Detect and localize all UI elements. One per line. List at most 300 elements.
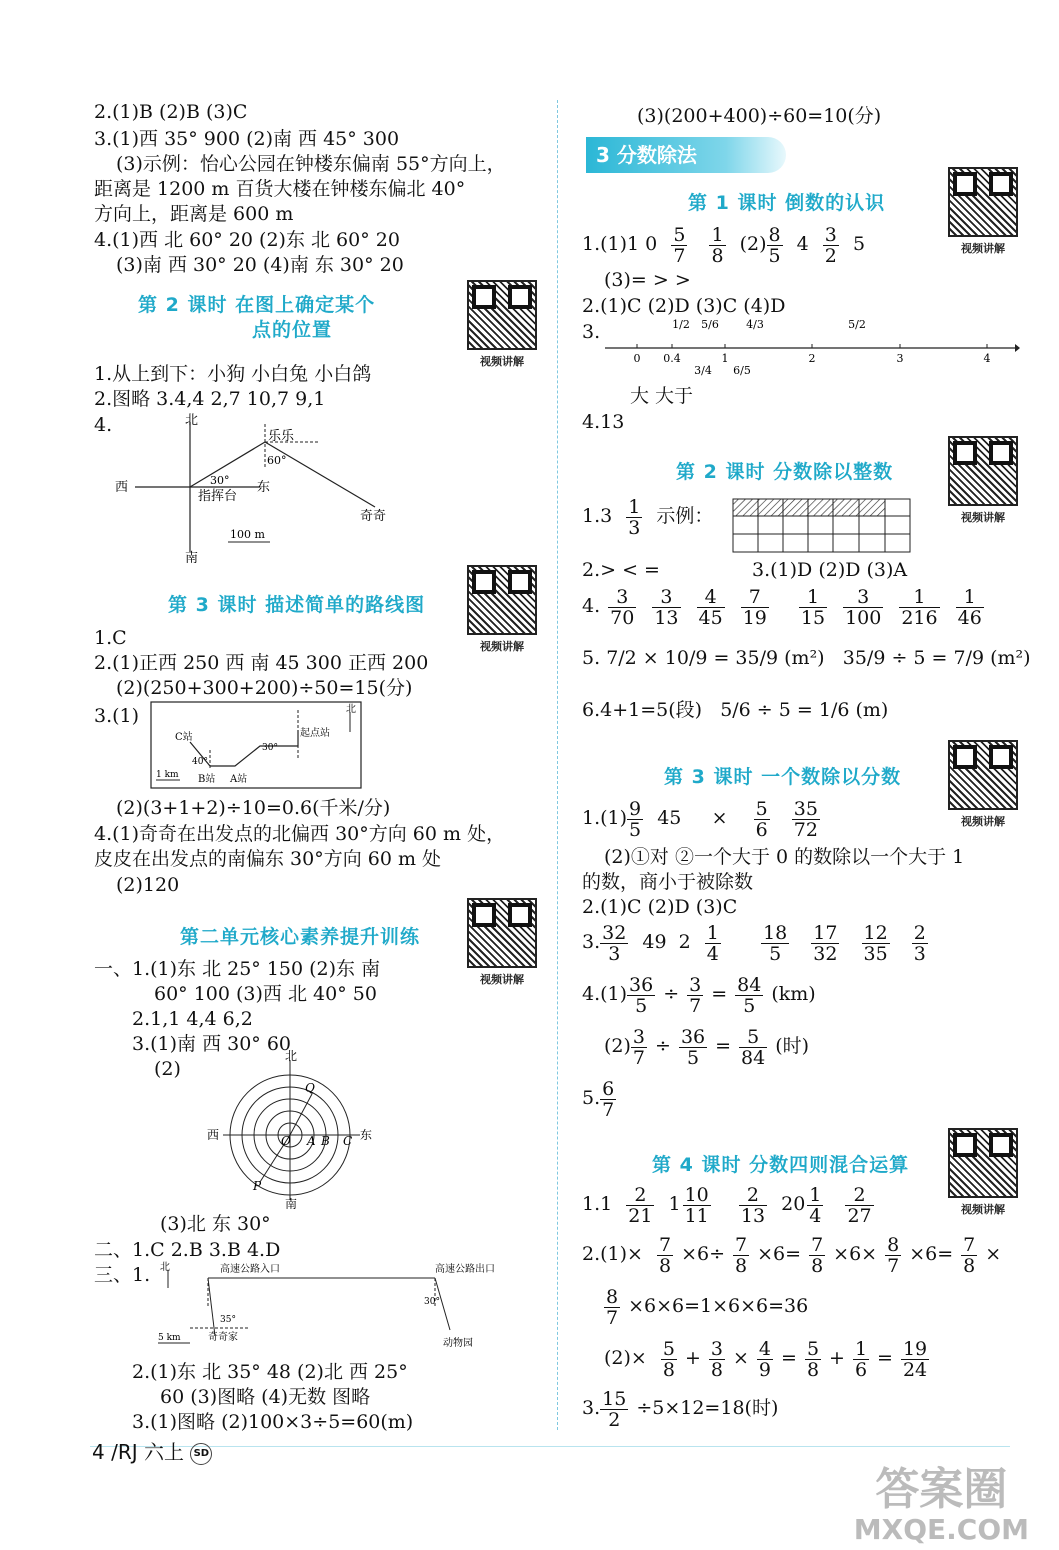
denominator: 8: [811, 1254, 824, 1277]
angle-label: 30°: [210, 474, 230, 487]
answer-line: 距离是 1200 m 百货大楼在钟楼东偏北 40°: [94, 178, 466, 200]
publisher-badge: SD: [190, 1443, 212, 1465]
text: 4.: [582, 595, 601, 617]
tick-label: 1: [721, 352, 729, 365]
answer-line: [582, 636, 1031, 680]
watermark-bottom: MXQE.COM: [853, 1513, 1029, 1546]
denominator: 3: [913, 942, 926, 965]
qr-code[interactable]: [467, 565, 537, 654]
fraction: [739, 1027, 767, 1068]
denominator: 8: [963, 1254, 976, 1277]
qr-caption: 视频讲解: [480, 973, 524, 986]
denominator: 70: [610, 606, 635, 629]
qr-image: [467, 565, 537, 635]
answer-line: 的数，商小于被除数: [582, 871, 754, 893]
qr-caption: 视频讲解: [480, 640, 524, 653]
fraction: [757, 1339, 773, 1380]
scale-label: 100 m: [230, 528, 265, 541]
fraction: [604, 1287, 620, 1328]
fraction: [661, 1339, 677, 1380]
numerator: 35: [793, 797, 818, 820]
fraction: [600, 1079, 616, 1120]
fraction: [792, 799, 820, 840]
denominator: 2: [608, 1408, 621, 1431]
map-label-exit: 高速公路出口: [435, 1264, 495, 1275]
text: 2: [678, 931, 691, 953]
answer-line: 2.(1)× $\frac{7}{8}$ ×6÷ $\frac{7}{8}$ ×6= $\frac{7}{8}$ ×6× $\frac{8}{7}$ ×6= $\frac{7}{8}$ ×: [582, 1233, 1002, 1277]
text: 49: [642, 931, 667, 953]
fraction: [799, 587, 827, 628]
text: 1.1: [582, 1193, 613, 1215]
denominator: 8: [806, 1358, 820, 1381]
text: 1.(1): [582, 807, 628, 829]
text: ÷5×12=18(时): [636, 1397, 779, 1419]
answer-line: (3)南 西 30° 20 (4)南 东 30° 20: [116, 254, 404, 276]
answer-line: 4.: [94, 414, 113, 436]
fraction: [709, 225, 725, 266]
point-c: C: [343, 1134, 353, 1148]
answer-line: [582, 1182, 882, 1226]
angle-label: 35°: [220, 1315, 236, 1325]
answer-line: 2.图略 3.4,4 2,7 10,7 9,1: [94, 388, 326, 410]
denominator: 5: [629, 818, 642, 841]
fraction: [912, 923, 928, 964]
highway-map: [150, 1258, 525, 1350]
numerator: 5: [755, 797, 768, 820]
answer-line: (2)× $\frac{5}{8}$ + $\frac{3}{8}$ × $\frac{4}{9}$ = $\frac{5}{8}$ + $\frac{1}{6}$ = $\frac{19}{24}$: [604, 1337, 928, 1381]
text: (2): [739, 233, 767, 255]
fraction-mark: 1/2: [672, 318, 690, 331]
answer-line: 二、1.C 2.B 3.B 4.D: [94, 1239, 281, 1261]
answer-line: 3.(1)图略 (2)100×3÷5=60(m): [132, 1411, 414, 1433]
map-label-west: 西: [115, 480, 129, 495]
answer-line: 3.(1)D (2)D (3)A: [752, 559, 908, 581]
answer-line: [582, 1386, 778, 1430]
denominator: 13: [740, 1204, 766, 1227]
answer-line: [582, 688, 888, 732]
numerator: 36: [629, 973, 654, 996]
fraction: [809, 1235, 825, 1276]
numerator: 1: [956, 587, 984, 608]
denominator: 8: [710, 1358, 723, 1381]
fraction: [679, 1027, 707, 1068]
denominator: 13: [654, 606, 679, 629]
point-a: A: [307, 1134, 316, 1148]
qr-caption: 视频讲解: [961, 1203, 1005, 1216]
route-label-start: 起点站: [300, 728, 330, 739]
route-label-c: C站: [175, 732, 193, 743]
qr-code[interactable]: [948, 436, 1018, 525]
answer-line: (2) $\frac{3}{7}$ ÷ $\frac{36}{5}$ = $\frac{5}{84}$ (时): [604, 1025, 810, 1069]
numerator: 8: [768, 223, 781, 246]
fraction: [657, 1235, 673, 1276]
qr-code[interactable]: [948, 1128, 1018, 1217]
denominator: 3: [608, 942, 621, 965]
fraction: [823, 225, 839, 266]
polar-map: [205, 1050, 375, 1210]
fraction: [961, 1235, 977, 1276]
map-label-east: 东: [257, 480, 271, 495]
map-label-zoo: 动物园: [443, 1338, 473, 1349]
fraction: [626, 1185, 654, 1226]
answer-line: [582, 494, 713, 538]
numerator: 36: [680, 1025, 706, 1048]
denominator: 5: [769, 942, 782, 965]
unit: (km): [771, 983, 816, 1005]
denominator: 45: [698, 606, 723, 629]
fraction: [600, 1389, 628, 1430]
text: 4: [796, 233, 809, 255]
text: 4.(1): [582, 983, 628, 1005]
qr-image: [948, 436, 1018, 506]
answer-line: (2)(3+1+2)÷10=0.6(千米/分): [116, 797, 391, 819]
map-label-north: 北: [285, 1050, 298, 1063]
numerator: 17: [813, 921, 838, 944]
map-label-north: 北: [185, 413, 199, 428]
watermark-top: 答案圈: [875, 1464, 1008, 1515]
angle-label: 60°: [267, 454, 287, 467]
fraction: [956, 587, 984, 628]
page-footer: [92, 1436, 212, 1465]
answer-line: 一、1.(1)东 北 25° 150 (2)东 南: [94, 958, 381, 980]
denominator: 8: [662, 1358, 675, 1381]
edition-label: /RJ 六上: [111, 1440, 184, 1464]
qr-code[interactable]: [948, 740, 1018, 829]
route-label-a: A站: [230, 774, 248, 785]
fraction-grid: [732, 498, 912, 554]
answer-line: 1.C: [94, 627, 127, 649]
numerator: 12: [863, 921, 888, 944]
answer-line: [604, 1284, 808, 1328]
numerator: 1: [628, 495, 641, 518]
fraction: [754, 799, 770, 840]
answer-line: 3.(1): [94, 705, 140, 727]
section-title: 第 2 课时 在图上确定某个: [138, 294, 376, 316]
map-label-east: 东: [360, 1128, 373, 1142]
denominator: 35: [863, 942, 888, 965]
fraction: [885, 1235, 901, 1276]
answer-line: 方向上，距离是 600 m: [94, 203, 294, 225]
denominator: 24: [902, 1358, 928, 1381]
route-label-b: B站: [198, 774, 216, 785]
fraction: [627, 799, 643, 840]
answer-line: 2.(1)B (2)B (3)C: [94, 101, 248, 123]
page-number: 4: [92, 1440, 105, 1464]
fraction: [733, 1235, 749, 1276]
numerator: 1: [899, 587, 939, 608]
numerator: 84: [737, 973, 762, 996]
unit-banner: 3 分数除法: [586, 137, 786, 173]
angle-label: 30°: [424, 1297, 440, 1307]
denominator: 5: [635, 994, 648, 1017]
numerator: 6: [602, 1077, 615, 1100]
numerator: 4: [758, 1337, 772, 1360]
section-title: 点的位置: [252, 319, 333, 341]
denominator: 100: [845, 606, 882, 629]
fraction: [805, 1339, 821, 1380]
numerator: 3: [652, 587, 680, 608]
text: 6.4+1=5(段): [582, 699, 703, 721]
answer-line: [582, 584, 992, 628]
denominator: 6: [854, 1358, 868, 1381]
text: 1.3: [582, 505, 613, 527]
numerator: 1: [706, 921, 719, 944]
qr-image: [948, 740, 1018, 810]
point-p: P: [253, 1179, 262, 1193]
unit: (时): [775, 1035, 810, 1057]
scale-label: 5 km: [158, 1333, 181, 1343]
qr-caption: 视频讲解: [961, 242, 1005, 255]
answer-line: (3)示例：怡心公园在钟楼东偏南 55°方向上，: [116, 153, 506, 175]
numerator: 3: [608, 587, 636, 608]
numerator: 5: [673, 223, 686, 246]
numerator: 9: [629, 797, 642, 820]
text: 示例：: [656, 505, 714, 527]
fraction: [652, 587, 680, 628]
numerator: 7: [659, 1233, 672, 1256]
answer-line: 1.从上到下：小狗 小白兔 小白鸽: [94, 363, 372, 385]
denominator: 8: [735, 1254, 748, 1277]
text: 1: [668, 1193, 681, 1215]
fraction: [705, 923, 721, 964]
denominator: 7: [606, 1306, 619, 1329]
text: 5.: [582, 647, 601, 669]
answer-line: 3.(1)南 西 30° 60: [132, 1033, 292, 1055]
denominator: 7: [632, 1046, 646, 1069]
numerator: 8: [606, 1285, 619, 1308]
numerator: 3: [824, 223, 837, 246]
qr-image: [948, 167, 1018, 237]
direction-map-1: [110, 412, 410, 567]
tick-label: 0.4: [663, 352, 681, 365]
text: 20: [781, 1193, 806, 1215]
numerator: 2: [845, 1185, 873, 1206]
fraction: [862, 923, 890, 964]
numerator: 7: [811, 1233, 824, 1256]
answer-line: 60° 100 (3)西 北 40° 50: [154, 983, 377, 1005]
text: 3.: [582, 1397, 601, 1419]
fraction: [735, 975, 763, 1016]
answer-line: 4.(1)奇奇在出发点的北偏西 30°方向 60 m 处，: [94, 823, 506, 845]
fraction: [761, 923, 789, 964]
answer-line: 3.(1)西 35° 900 (2)南 西 45° 300: [94, 128, 400, 150]
denominator: 216: [901, 606, 938, 629]
denominator: 21: [628, 1204, 653, 1227]
fraction: [845, 1185, 873, 1226]
answer-line: 大 大于: [630, 385, 694, 407]
fraction: [683, 1185, 711, 1226]
map-label-north: 北: [160, 1262, 170, 1273]
section-title: 第 1 课时 倒数的认识: [688, 192, 886, 214]
fraction-mark: 4/3: [746, 318, 764, 331]
denominator: 4: [809, 1204, 822, 1227]
point-q: Q: [305, 1081, 315, 1095]
text: 5.: [582, 1087, 601, 1109]
denominator: 11: [684, 1204, 709, 1227]
map-label-home: 奇奇家: [208, 1332, 238, 1343]
map-label-qiqi: 奇奇: [360, 509, 387, 524]
map-label-south: 南: [285, 1197, 298, 1210]
answer-line: (3)北 东 30°: [160, 1213, 271, 1235]
answer-line: (2)120: [116, 874, 180, 896]
fraction-mark: 5/2: [848, 318, 866, 331]
denominator: 5: [768, 244, 781, 267]
denominator: 7: [602, 1098, 615, 1121]
numerator: 2: [739, 1185, 767, 1206]
section-title: 第 3 课时 一个数除以分数: [664, 766, 902, 788]
map-label-zhihui: 指挥台: [198, 489, 238, 504]
qr-image: [948, 1128, 1018, 1198]
fraction: [811, 923, 839, 964]
numerator: 4: [697, 587, 725, 608]
text: 3.: [582, 931, 601, 953]
fraction: [687, 975, 703, 1016]
denominator: 19: [742, 606, 767, 629]
denominator: 7: [689, 994, 702, 1017]
qr-code[interactable]: [467, 280, 537, 369]
numerator: 3: [689, 973, 702, 996]
numerator: 5: [739, 1027, 767, 1048]
numerator: 5: [806, 1337, 820, 1360]
qr-code[interactable]: [467, 898, 537, 987]
answer-line: 4.13: [582, 411, 625, 433]
fraction: [739, 1185, 767, 1226]
equation: 5/6 ÷ 5 = 1/6 (m): [720, 699, 889, 721]
denominator: 2: [824, 244, 837, 267]
denominator: 46: [957, 606, 982, 629]
numerator: 7: [735, 1233, 748, 1256]
answer-line: 4.(1) $\frac{36}{5}$ ÷ $\frac{3}{7}$ = $\frac{84}{5}$ (km): [582, 973, 816, 1017]
numerator: 2: [626, 1185, 654, 1206]
denominator: 8: [659, 1254, 672, 1277]
answer-line: 2.(1)东 北 35° 48 (2)北 西 25°: [132, 1361, 408, 1383]
denominator: 32: [813, 942, 838, 965]
denominator: 6: [755, 818, 768, 841]
numerator: 10: [684, 1183, 709, 1206]
numerator: 3: [843, 587, 883, 608]
point-o: O: [281, 1134, 291, 1148]
answer-line: 皮皮在出发点的南偏东 30°方向 60 m 处: [94, 848, 442, 870]
answer-line: (3)(200+400)÷60=10(分): [637, 105, 882, 127]
angle-label: 30°: [262, 743, 278, 753]
numerator: 5: [662, 1337, 675, 1360]
section-title: 第二单元核心素养提升训练: [180, 926, 421, 948]
qr-caption: 视频讲解: [961, 511, 1005, 524]
numerator: 7: [741, 587, 769, 608]
denominator: 84: [741, 1046, 766, 1069]
answer-line: 三、1.: [94, 1264, 151, 1286]
map-label-south: 南: [185, 551, 199, 566]
tick-label: 2: [808, 352, 816, 365]
text: 1.(1)1 0: [582, 233, 658, 255]
fraction: [600, 923, 628, 964]
text: ×6×6=1×6×6=36: [628, 1295, 809, 1317]
denominator: 7: [673, 244, 686, 267]
fraction: [631, 1027, 647, 1068]
text: 5: [852, 233, 866, 255]
answer-line: 2.1,1 4,4 6,2: [132, 1008, 253, 1030]
denominator: 8: [711, 244, 724, 267]
fraction: [901, 1339, 929, 1380]
answer-line: (2)(250+300+200)÷50=15(分): [116, 677, 413, 699]
point-b: B: [321, 1134, 330, 1148]
numerator: 1: [854, 1337, 868, 1360]
equation: 7/2 × 10/9 = 35/9 (m²): [606, 647, 825, 669]
column-divider: [557, 100, 558, 1430]
answer-line: 2.> < =: [582, 559, 660, 581]
fraction: [697, 587, 725, 628]
denominator: 4: [706, 942, 719, 965]
fraction: [608, 587, 636, 628]
fraction: [627, 975, 655, 1016]
section-title: 第 4 课时 分数四则混合运算: [652, 1154, 910, 1176]
denominator: 9: [758, 1358, 772, 1381]
angle-label: 40°: [192, 757, 208, 767]
fraction: [853, 1339, 869, 1380]
number-line: [605, 312, 1020, 384]
route-label-north: 北: [346, 704, 356, 715]
denominator: 27: [847, 1204, 872, 1227]
fraction: [709, 1339, 725, 1380]
fraction-mark: 3/4: [694, 364, 712, 377]
qr-caption: 视频讲解: [961, 815, 1005, 828]
answer-line: 3.: [582, 321, 601, 343]
answer-line: (3)= > >: [604, 269, 691, 291]
denominator: 7: [887, 1254, 900, 1277]
scale-label: 1 km: [156, 770, 179, 780]
numerator: 15: [602, 1387, 627, 1410]
answer-line: (2): [154, 1058, 181, 1080]
qr-caption: 视频讲解: [480, 355, 524, 368]
map-label-west: 西: [207, 1128, 220, 1142]
numerator: 8: [887, 1233, 900, 1256]
qr-image: [467, 280, 537, 350]
qr-image: [467, 898, 537, 968]
numerator: 18: [763, 921, 788, 944]
denominator: 3: [628, 516, 641, 539]
answer-line: 2.(1)C (2)D (3)C (4)D: [582, 295, 786, 317]
tick-label: 0: [633, 352, 641, 365]
answer-line: [582, 796, 828, 840]
route-map: [150, 700, 365, 792]
answer-line: 2.(1)正西 250 西 南 45 300 正西 200: [94, 652, 429, 674]
fraction: [741, 587, 769, 628]
numerator: 19: [902, 1337, 928, 1360]
equation: 35/9 ÷ 5 = 7/9 (m²): [842, 647, 1031, 669]
fraction: [843, 587, 883, 628]
map-label-entry: 高速公路入口: [220, 1264, 280, 1275]
fraction-mark: 6/5: [733, 364, 751, 377]
text: ×: [711, 807, 728, 829]
fraction: [807, 1185, 823, 1226]
qr-code[interactable]: [948, 167, 1018, 256]
denominator: 15: [800, 606, 826, 629]
fraction: [899, 587, 939, 628]
text: (2): [604, 1035, 631, 1057]
numerator: 2: [913, 921, 926, 944]
text: 2.(1)×: [582, 1243, 643, 1265]
answer-line: [582, 1076, 624, 1120]
watermark: [853, 1464, 1029, 1550]
denominator: 5: [743, 994, 756, 1017]
answer-line: 60 (3)图略 (4)无数 图略: [160, 1386, 371, 1408]
section-title: 第 3 课时 描述简单的路线图: [168, 594, 426, 616]
fraction: [626, 497, 642, 538]
text: (2)×: [604, 1347, 647, 1369]
answer-line: (2)①对 ②一个大于 0 的数除以一个大于 1: [604, 846, 965, 868]
fraction: [671, 225, 687, 266]
numerator: 3: [632, 1025, 646, 1048]
